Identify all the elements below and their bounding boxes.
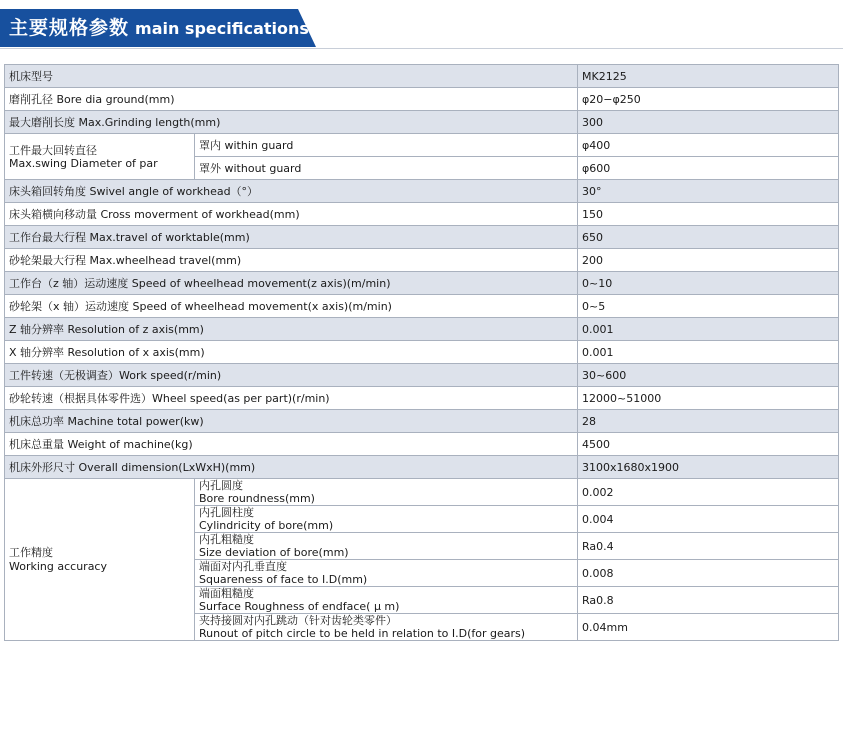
row-value: 650 [578, 226, 839, 249]
accuracy-item-value: Ra0.8 [578, 587, 839, 614]
accuracy-label-zh: 工作精度 [9, 545, 53, 559]
row-value: 4500 [578, 433, 839, 456]
table-row [5, 111, 839, 134]
row-label: 最大磨削长度 Max.Grinding length(mm) [5, 111, 578, 134]
specifications-table [4, 64, 839, 641]
row-value: 200 [578, 249, 839, 272]
table-row [5, 410, 839, 433]
table-row [5, 387, 839, 410]
row-value: 0~5 [578, 295, 839, 318]
row-label: 工作台最大行程 Max.travel of worktable(mm) [5, 226, 578, 249]
accuracy-item-zh: 内孔圆度 [199, 479, 243, 492]
without-guard-label: 罩外 without guard [195, 157, 578, 180]
accuracy-item-en: Surface Roughness of endface( μ m) [199, 600, 400, 613]
section-title-zh: 主要规格参数 [9, 17, 130, 39]
table-row [5, 203, 839, 226]
table-row [5, 456, 839, 479]
row-label: 床头箱回转角度 Swivel angle of workhead（°） [5, 180, 578, 203]
accuracy-item-zh: 端面粗糙度 [199, 587, 254, 600]
table-row [5, 479, 839, 506]
row-value: MK2125 [578, 65, 839, 88]
row-label: 砂轮转速（根据具体零件选）Wheel speed(as per part)(r/min) [5, 387, 578, 410]
accuracy-item-value: 0.04mm [578, 614, 839, 641]
table-row [5, 226, 839, 249]
table-row [5, 65, 839, 88]
without-guard-value: φ600 [578, 157, 839, 180]
working-accuracy-label [5, 479, 195, 641]
row-label: 机床外形尺寸 Overall dimension(LxWxH)(mm) [5, 456, 578, 479]
table-row [5, 180, 839, 203]
section-banner [0, 9, 316, 47]
within-guard-value: φ400 [578, 134, 839, 157]
accuracy-item-value: 0.004 [578, 506, 839, 533]
table-row [5, 272, 839, 295]
accuracy-item-label [195, 506, 578, 533]
row-label: Z 轴分辨率 Resolution of z axis(mm) [5, 318, 578, 341]
accuracy-label-en: Working accuracy [9, 559, 107, 573]
row-label: 磨削孔径 Bore dia ground(mm) [5, 88, 578, 111]
row-value: 0~10 [578, 272, 839, 295]
row-label: 工件转速（无极调查）Work speed(r/min) [5, 364, 578, 387]
accuracy-item-zh: 夹持接圆对内孔跳动（针对齿轮类零件） [199, 614, 397, 627]
accuracy-item-label [195, 560, 578, 587]
table-row [5, 295, 839, 318]
row-label: X 轴分辨率 Resolution of x axis(mm) [5, 341, 578, 364]
row-label: 砂轮架（x 轴）运动速度 Speed of wheelhead movement(x axis)(m/min) [5, 295, 578, 318]
row-value: 12000~51000 [578, 387, 839, 410]
accuracy-item-en: Size deviation of bore(mm) [199, 546, 349, 559]
accuracy-item-zh: 内孔圆柱度 [199, 506, 254, 519]
title-divider [0, 48, 843, 49]
accuracy-item-en: Cylindricity of bore(mm) [199, 519, 334, 532]
table-row [5, 318, 839, 341]
accuracy-item-value: 0.002 [578, 479, 839, 506]
accuracy-item-label [195, 479, 578, 506]
row-value: 0.001 [578, 341, 839, 364]
accuracy-item-en: Squareness of face to I.D(mm) [199, 573, 368, 586]
accuracy-item-en: Runout of pitch circle to be held in relation to I.D(for gears) [199, 627, 526, 640]
table-row [5, 341, 839, 364]
accuracy-item-value: 0.008 [578, 560, 839, 587]
row-value: 30~600 [578, 364, 839, 387]
row-value: 300 [578, 111, 839, 134]
row-value: φ20−φ250 [578, 88, 839, 111]
row-value: 28 [578, 410, 839, 433]
accuracy-item-value: Ra0.4 [578, 533, 839, 560]
row-value: 150 [578, 203, 839, 226]
section-title-en: main specifications [135, 19, 309, 38]
swing-label-en: Max.swing Diameter of par [9, 156, 158, 170]
row-label: 机床型号 [5, 65, 578, 88]
table-row [5, 88, 839, 111]
swing-label-zh: 工件最大回转直径 [9, 143, 97, 157]
row-value: 3100x1680x1900 [578, 456, 839, 479]
row-label: 机床总重量 Weight of machine(kg) [5, 433, 578, 456]
accuracy-item-label [195, 533, 578, 560]
row-label: 机床总功率 Machine total power(kw) [5, 410, 578, 433]
table-row [5, 134, 839, 157]
row-label: 砂轮架最大行程 Max.wheelhead travel(mm) [5, 249, 578, 272]
table-row [5, 364, 839, 387]
within-guard-label: 罩内 within guard [195, 134, 578, 157]
accuracy-item-label [195, 587, 578, 614]
accuracy-item-zh: 端面对内孔垂直度 [199, 560, 287, 573]
accuracy-item-zh: 内孔粗糙度 [199, 533, 254, 546]
accuracy-item-en: Bore roundness(mm) [199, 492, 315, 505]
row-value: 30° [578, 180, 839, 203]
row-value: 0.001 [578, 318, 839, 341]
swing-diameter-label [5, 134, 195, 180]
row-label: 床头箱横向移动量 Cross moverment of workhead(mm) [5, 203, 578, 226]
table-row [5, 433, 839, 456]
table-row [5, 249, 839, 272]
section-title [9, 9, 309, 47]
accuracy-item-label [195, 614, 578, 641]
row-label: 工作台（z 轴）运动速度 Speed of wheelhead movement(z axis)(m/min) [5, 272, 578, 295]
